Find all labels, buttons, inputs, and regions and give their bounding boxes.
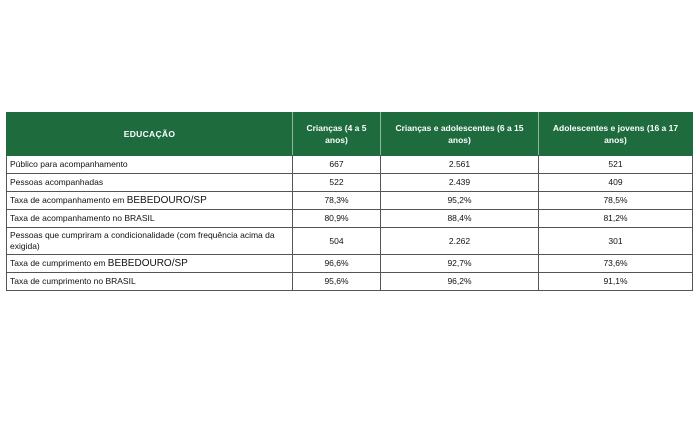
table-cell-value: 81,2% (539, 210, 693, 228)
header-criancas-adolescentes-6-15: Crianças e adolescentes (6 a 15 anos) (381, 113, 539, 156)
table-cell-value: 2.439 (381, 174, 539, 192)
table-row (7, 192, 693, 210)
table-cell-value: 667 (293, 156, 381, 174)
table-cell-value: 96,6% (293, 255, 381, 273)
table-cell-value: 96,2% (381, 273, 539, 291)
header-adolescentes-jovens-16-17: Adolescentes e jovens (16 a 17 anos) (539, 113, 693, 156)
table-cell-value: 522 (293, 174, 381, 192)
row-label (7, 210, 293, 228)
row-label-text: Taxa de acompanhamento em (10, 195, 127, 205)
row-label (7, 273, 293, 291)
table-cell-value: 78,5% (539, 192, 693, 210)
row-label-text: Pessoas acompanhadas (10, 177, 104, 187)
table-row (7, 156, 693, 174)
table-cell-value: 504 (293, 228, 381, 255)
education-table (6, 112, 693, 291)
table-cell-value: 73,6% (539, 255, 693, 273)
row-label-text: Taxa de cumprimento no BRASIL (10, 276, 136, 286)
row-label (7, 174, 293, 192)
table-cell-value: 2.561 (381, 156, 539, 174)
row-label-location: BEBEDOURO/SP (107, 258, 188, 269)
table-cell-value: 301 (539, 228, 693, 255)
header-educacao: EDUCAÇÃO (7, 113, 293, 156)
row-label (7, 156, 293, 174)
table-cell-value: 78,3% (293, 192, 381, 210)
table-cell-value: 2.262 (381, 228, 539, 255)
table-row (7, 228, 693, 255)
header-criancas-4-5: Crianças (4 a 5 anos) (293, 113, 381, 156)
row-label-text: Taxa de cumprimento em (10, 258, 108, 268)
row-label (7, 192, 293, 210)
table-cell-value: 88,4% (381, 210, 539, 228)
table-cell-value: 91,1% (539, 273, 693, 291)
table-cell-value: 409 (539, 174, 693, 192)
table-cell-value: 521 (539, 156, 693, 174)
table-cell-value: 95,6% (293, 273, 381, 291)
row-label-text: Pessoas que cumpriram a condicionalidade (com frequência acima da exigida) (10, 230, 275, 251)
table-cell-value: 80,9% (293, 210, 381, 228)
table-body (7, 156, 693, 291)
row-label (7, 228, 293, 255)
row-label (7, 255, 293, 273)
row-label-text: Taxa de acompanhamento no BRASIL (10, 213, 155, 223)
table-row (7, 255, 693, 273)
table-cell-value: 92,7% (381, 255, 539, 273)
row-label-location: BEBEDOURO/SP (126, 195, 207, 206)
row-label-text: Público para acompanhamento (10, 159, 128, 169)
table-row (7, 210, 693, 228)
education-table-container (6, 112, 692, 291)
table-cell-value: 95,2% (381, 192, 539, 210)
table-row (7, 174, 693, 192)
table-header-row (7, 113, 693, 156)
table-row (7, 273, 693, 291)
